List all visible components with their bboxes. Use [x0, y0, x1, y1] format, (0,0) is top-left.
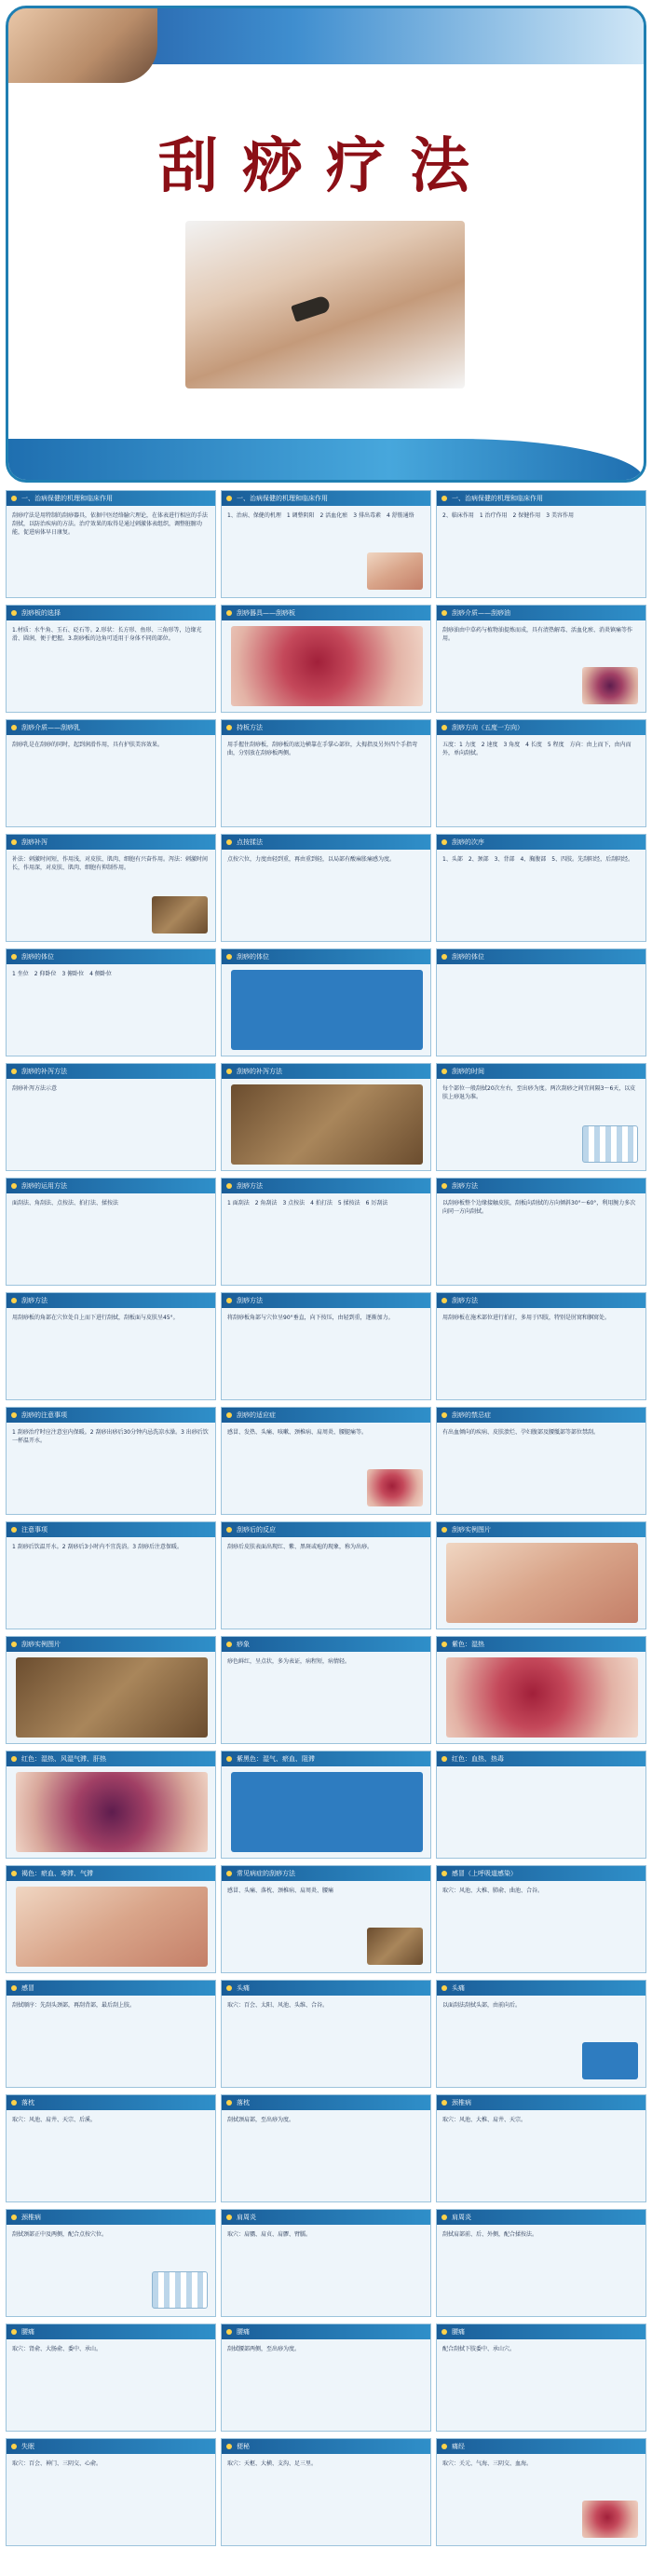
cover-footer-band: [8, 439, 644, 480]
slide-text: 补法：刺激时间短，作用浅，对皮肤、肌肉、细胞有兴奋作用。泻法：刺激时间长，作用深，对皮肤、肌肉、细胞有抑制作用。: [12, 856, 209, 871]
slide-38: [221, 1865, 431, 1973]
slide-51: [436, 2324, 646, 2432]
slide-image: [446, 1657, 638, 1738]
slide-text: 取穴：风池、大椎、肩井、天宗。: [442, 2117, 527, 2123]
slide-image: [446, 1543, 638, 1623]
slide-title: 肩周炎: [222, 2210, 430, 2225]
slide-text: 1 坐位 2 仰卧位 3 俯卧位 4 侧卧位: [12, 971, 112, 977]
slide-title: 痧象: [222, 1637, 430, 1652]
slide-text: 取穴：百会、太阳、风池、头维、合谷。: [227, 2002, 329, 2009]
slide-26: [221, 1407, 431, 1515]
slide-53: [221, 2438, 431, 2546]
slide-image: [231, 1084, 423, 1165]
slide-13: [6, 948, 216, 1056]
slide-text: 取穴：百会、神门、三阴交、心俞。: [12, 2460, 102, 2467]
slide-text: 感冒、发热、头痛、咳嗽、颈椎病、肩周炎、腰腿痛等。: [227, 1429, 368, 1436]
slide-1: [6, 490, 216, 598]
slide-37: [6, 1865, 216, 1973]
slide-image: [367, 552, 423, 590]
slide-text: 刮拭颈部正中及两侧，配合点按穴位。: [12, 2231, 108, 2238]
slide-42: [436, 1980, 646, 2088]
slide-title: 刮痧介质——刮痧乳: [7, 720, 215, 735]
slide-31: [6, 1636, 216, 1744]
slide-title: 刮痧方法: [7, 1293, 215, 1308]
slide-text: 取穴：风池、大椎、肺俞、曲池、合谷。: [442, 1888, 544, 1894]
slide-16: [6, 1063, 216, 1171]
cover-gua-sha-photo: [185, 221, 465, 388]
slide-text: 每个部位一般刮拭20次左右，至出痧为度。两次刮痧之间宜间隔3～6天，以皮肤上痧退为准。: [442, 1085, 636, 1100]
slide-35: [221, 1751, 431, 1859]
slide-43: [6, 2094, 216, 2202]
slide-text: 取穴：风池、肩井、天宗、后溪。: [12, 2117, 97, 2123]
slide-text: 取穴：关元、气海、三阴交、血海。: [442, 2460, 533, 2467]
slide-title: 常见病症的刮痧方法: [222, 1866, 430, 1881]
slide-title: 刮痧的运用方法: [7, 1179, 215, 1193]
slide-title: 刮痧方法: [437, 1179, 645, 1193]
slide-text: 以面刮法刮拭头部，由前向后。: [442, 2002, 522, 2009]
slide-23: [221, 1292, 431, 1400]
slide-text: 有出血倾向的疾病、皮肤溃烂、孕妇腹部及腰骶部等部位禁刮。: [442, 1429, 600, 1436]
slide-title: 刮痧的体位: [222, 949, 430, 964]
slide-text: 用刮痧板在施术部位进行拍打，多用于四肢，特别是肘窝和腘窝处。: [442, 1315, 611, 1321]
slide-29: [221, 1521, 431, 1629]
slide-text: 用刮痧板的角部在穴位处自上而下进行刮拭，刮板面与皮肤呈45°。: [12, 1315, 179, 1321]
slide-44: [221, 2094, 431, 2202]
cover-title: 刮痧疗法: [158, 131, 494, 201]
slide-3: [436, 490, 646, 598]
slide-image: [152, 2271, 208, 2309]
slide-text: 刮痧补泻方法示意: [12, 1085, 58, 1092]
slide-image: [152, 896, 208, 934]
slide-title: 刮痧的次序: [437, 835, 645, 850]
slide-title: 红色：血热、热毒: [437, 1751, 645, 1766]
slide-title: 头痛: [222, 1981, 430, 1996]
slide-title: 点按揉法: [222, 835, 430, 850]
slide-text: 刮痧后皮肤表面出现红、紫、黑斑或疱的现象，称为出痧。: [227, 1544, 374, 1550]
slide-text: [442, 970, 640, 1050]
slide-40: [6, 1980, 216, 2088]
slide-image: [367, 1928, 423, 1965]
slide-text: 将刮痧板角部与穴位呈90°垂直，向下按压，由轻到重，逐渐加力。: [227, 1315, 394, 1321]
slide-text: 刮痧疗法是用特制的刮痧器具，依据中医经络腧穴理论，在体表进行相应的手法刮拭，以防治疾病的方法。治疗效果的取得是通过刺激体表组织，调整脏腑功能，促进病体早日康复。: [12, 512, 209, 536]
slide-24: [436, 1292, 646, 1400]
slide-49: [6, 2324, 216, 2432]
slide-25: [6, 1407, 216, 1515]
slide-text: 痧色鲜红，呈点状，多为表证，病程短，病情轻。: [227, 1658, 351, 1665]
slide-text: 取穴：天枢、大横、支沟、足三里。: [227, 2460, 318, 2467]
slide-title: 感冒: [7, 1981, 215, 1996]
slide-title: 刮痧方向（五度一方向）: [437, 720, 645, 735]
slide-title: 落枕: [7, 2095, 215, 2110]
slide-30: [436, 1521, 646, 1629]
slide-image: [367, 1469, 423, 1506]
slide-image: [582, 2042, 638, 2079]
slide-title: 刮痧的注意事项: [7, 1408, 215, 1423]
slide-52: [6, 2438, 216, 2546]
slide-image: [16, 1657, 208, 1738]
slide-title: 刮痧方法: [222, 1293, 430, 1308]
slide-title: 一、治病保健的机理和临床作用: [7, 491, 215, 506]
slide-7: [6, 719, 216, 827]
slide-46: [6, 2209, 216, 2317]
slide-2: [221, 490, 431, 598]
slide-image: [231, 970, 423, 1050]
slide-text: 取穴：肾俞、大肠俞、委中、承山。: [12, 2346, 102, 2352]
slide-title: 便秘: [222, 2439, 430, 2454]
slide-title: 腰痛: [437, 2324, 645, 2339]
slide-title: 痛经: [437, 2439, 645, 2454]
slide-10: [6, 834, 216, 942]
slide-title: 刮痧补泻: [7, 835, 215, 850]
slide-title: 头痛: [437, 1981, 645, 1996]
slide-text: 感冒、头痛、落枕、颈椎病、肩周炎、腰痛: [227, 1888, 334, 1894]
slide-title: 刮痧的体位: [7, 949, 215, 964]
slide-41: [221, 1980, 431, 2088]
slide-text: [442, 1772, 640, 1852]
slide-45: [436, 2094, 646, 2202]
slide-image: [231, 626, 423, 706]
slide-image: [231, 1772, 423, 1852]
slide-text: 1 刮痧后饮温开水。2 刮痧后3小时内不宜洗浴。3 刮痧后注意保暖。: [12, 1544, 183, 1550]
slide-text: 1、头部 2、颈部 3、背部 4、胸腹部 5、四肢。先刮阳经，后刮阴经。: [442, 856, 634, 863]
slide-text: 五度：1 力度 2 速度 3 角度 4 长度 5 程度 方向：由上而下，由内而外，单向刮拭。: [442, 742, 632, 756]
slide-text: 1 刮痧治疗时应注意室内保暖。2 刮痧出痧后30分钟内忌洗凉水澡。3 出痧后饮一杯温开水。: [12, 1429, 209, 1444]
slide-title: 持板方法: [222, 720, 430, 735]
slide-22: [6, 1292, 216, 1400]
slide-text: 用手握住刮痧板，刮痧板的底边横靠在手掌心部位，大拇指及另外四个手指弯曲，分别放在刮痧板两侧。: [227, 742, 418, 756]
slide-title: 紫黑色：湿气、瘀血、阻滞: [222, 1751, 430, 1766]
slide-47: [221, 2209, 431, 2317]
slide-text: 1、治病、保健的机理 1 调整阴阳 2 活血化瘀 3 排出毒素 4 舒筋通络: [227, 512, 414, 519]
slide-title: 刮痧方法: [222, 1179, 430, 1193]
slide-title: 一、治病保健的机理和临床作用: [437, 491, 645, 506]
slide-text: 刮拭顺序：先刮头颈部，再刮背部，最后刮上肢。: [12, 2002, 136, 2009]
slide-title: 刮痧的补泻方法: [7, 1064, 215, 1079]
slide-27: [436, 1407, 646, 1515]
slide-11: [221, 834, 431, 942]
slide-title: 落枕: [222, 2095, 430, 2110]
slide-15: [436, 948, 646, 1056]
slide-48: [436, 2209, 646, 2317]
slide-title: 刮痧的体位: [437, 949, 645, 964]
slide-image: [582, 667, 638, 704]
slide-19: [6, 1178, 216, 1286]
slide-title: 紫色：湿热: [437, 1637, 645, 1652]
slide-title: 刮痧的禁忌症: [437, 1408, 645, 1423]
slide-title: 刮痧的适应症: [222, 1408, 430, 1423]
slide-image: [16, 1887, 208, 1967]
slide-32: [221, 1636, 431, 1744]
slide-text: 刮拭颈肩部，至出痧为度。: [227, 2117, 295, 2123]
slide-title: 一、治病保健的机理和临床作用: [222, 491, 430, 506]
slide-title: 褐色：瘀血、寒滞、气滞: [7, 1866, 215, 1881]
slide-21: [436, 1178, 646, 1286]
slide-54: [436, 2438, 646, 2546]
slide-title: 颈椎病: [437, 2095, 645, 2110]
slide-title: 感冒（上呼吸道感染）: [437, 1866, 645, 1881]
slide-28: [6, 1521, 216, 1629]
slide-title: 腰痛: [222, 2324, 430, 2339]
slide-title: 失眠: [7, 2439, 215, 2454]
slide-title: 肩周炎: [437, 2210, 645, 2225]
slide-18: [436, 1063, 646, 1171]
slide-39: [436, 1865, 646, 1973]
slide-text: 面刮法、角刮法、点按法、拍打法、揉按法: [12, 1200, 119, 1206]
slide-image: [16, 1772, 208, 1852]
slide-text: 点按穴位，力度由轻到重，再由重到轻，以局部有酸麻胀痛感为度。: [227, 856, 396, 863]
slide-text: 刮拭肩部前、后、外侧，配合揉按法。: [442, 2231, 538, 2238]
slide-text: 1 面刮法 2 角刮法 3 点按法 4 拍打法 5 揉按法 6 厉刮法: [227, 1200, 388, 1206]
slide-title: 刮痧器具——刮痧板: [222, 606, 430, 620]
slide-text: 2、临床作用 1 治疗作用 2 保健作用 3 美容作用: [442, 512, 574, 519]
slide-14: [221, 948, 431, 1056]
slide-text: 1.材质：水牛角、玉石、砭石等。2.形状：长方形、鱼形、三角形等，边缘光滑、圆润，便于把握。3.刮痧板的边角可适用于身体不同的部位。: [12, 627, 202, 642]
slide-36: [436, 1751, 646, 1859]
slide-title: 刮痧板的选择: [7, 606, 215, 620]
slide-text: 以刮痧板整个边缘接触皮肤，刮板向刮拭的方向倾斜30°～60°，利用腕力多次向同一方向刮拭。: [442, 1200, 636, 1215]
slide-4: [6, 605, 216, 713]
slide-5: [221, 605, 431, 713]
slide-9: [436, 719, 646, 827]
slide-34: [6, 1751, 216, 1859]
slide-title: 刮痧方法: [437, 1293, 645, 1308]
slide-33: [436, 1636, 646, 1744]
slide-text: 配合刮拭下肢委中、承山穴。: [442, 2346, 516, 2352]
slide-50: [221, 2324, 431, 2432]
slide-title: 刮痧介质——刮痧油: [437, 606, 645, 620]
slide-text: 刮拭腰部两侧，至出痧为度。: [227, 2346, 301, 2352]
slide-12: [436, 834, 646, 942]
slide-17: [221, 1063, 431, 1171]
slide-8: [221, 719, 431, 827]
slide-title: 刮痧的时间: [437, 1064, 645, 1079]
cover-hand-photo: [8, 8, 157, 83]
slide-text: 刮痧乳是在刮痧的同时，起到润滑作用，具有护肤美容效果。: [12, 742, 164, 748]
slide-text: 刮痧油由中草药与植物油提炼而成，具有清热解毒、活血化瘀、消炎镇痛等作用。: [442, 627, 633, 642]
slide-title: 刮痧实例图片: [437, 1522, 645, 1537]
slide-title: 刮痧的补泻方法: [222, 1064, 430, 1079]
slide-6: [436, 605, 646, 713]
slide-title: 腰痛: [7, 2324, 215, 2339]
slide-title: 刮痧实例图片: [7, 1637, 215, 1652]
slide-image: [582, 2501, 638, 2538]
slide-title: 红色：湿热、风湿气滞、肝热: [7, 1751, 215, 1766]
slide-title: 颈椎病: [7, 2210, 215, 2225]
slide-image: [582, 1125, 638, 1163]
cover-slide: [6, 6, 646, 483]
slide-title: 注意事项: [7, 1522, 215, 1537]
slide-title: 刮痧后的反应: [222, 1522, 430, 1537]
slide-text: 取穴：肩髃、肩贞、肩髎、臂臑。: [227, 2231, 312, 2238]
slide-20: [221, 1178, 431, 1286]
